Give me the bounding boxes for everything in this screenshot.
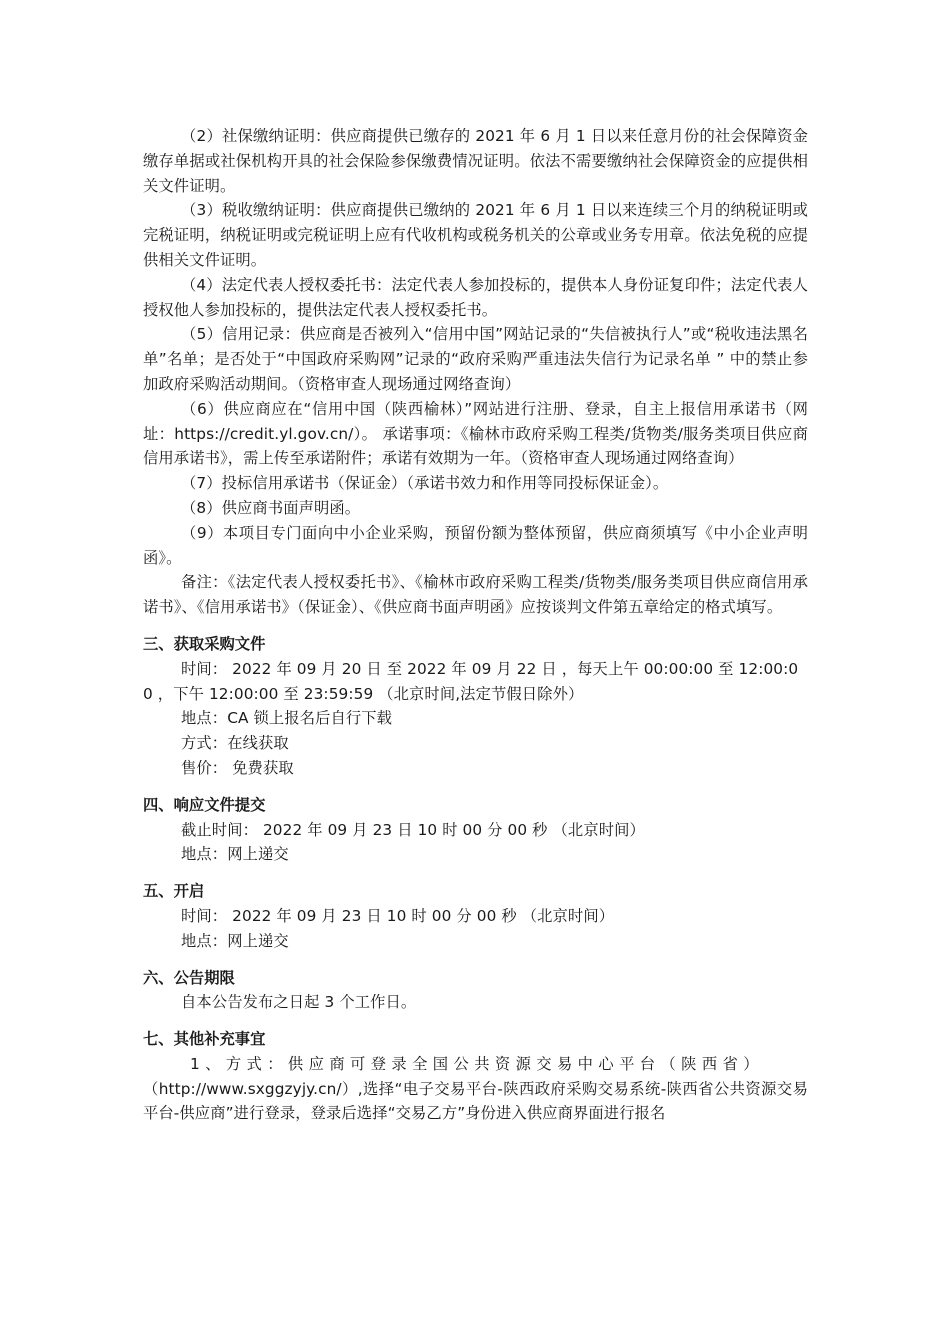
section-opening xyxy=(143,879,808,953)
section-obtain-documents xyxy=(143,632,808,781)
section-announcement-period xyxy=(143,966,808,1016)
section-response-submission xyxy=(143,793,808,867)
qualification-item-2: （2）社保缴纳证明：供应商提供已缴存的 2021 年 6 月 1 日以来任意月份的社会保障资金缴存单据或社保机构开具的社会保险参保缴费情况证明。依法不需要缴纳社会保障资金的应提供相关文件证明。 xyxy=(143,127,808,195)
opening-place: 地点：网上递交 xyxy=(181,931,289,950)
section-other-matters xyxy=(143,1027,808,1126)
obtain-method: 方式：在线获取 xyxy=(181,734,289,753)
obtain-place: 地点：CA 锁上报名后自行下载 xyxy=(181,709,393,728)
announcement-period-text: 自本公告发布之日起 3 个工作日。 xyxy=(181,993,417,1012)
qualification-item-8: （8）供应商书面声明函。 xyxy=(181,498,361,517)
qualification-list xyxy=(143,0,808,620)
opening-time: 时间： 2022 年 09 月 23 日 10 时 00 分 00 秒 （北京时间） xyxy=(181,906,615,925)
qualification-item-9: （9）本项目专门面向中小企业采购，预留份额为整体预留，供应商须填写《中小企业声明函》。 xyxy=(143,523,808,567)
qualification-item-3: （3）税收缴纳证明：供应商提供已缴纳的 2021 年 6 月 1 日以来连续三个月的纳税证明或完税证明，纳税证明或完税证明上应有代收机构或税务机关的公章或业务专用章。依法免税的应提供相关文件证明。 xyxy=(143,201,808,269)
obtain-time-line2: 0 ，下午 12:00:00 至 23:59:59 （北京时间,法定节假日除外） xyxy=(143,684,584,703)
other-matters-line2: （http://www.sxggzyjy.cn/）,选择“电子交易平台-陕西政府采购交易系统-陕西省公共资源交易平台-供应商”进行登录，登录后选择“交易乙方”身份进入供应商界面进行报名 xyxy=(143,1079,808,1123)
submission-deadline: 截止时间： 2022 年 09 月 23 日 10 时 00 分 00 秒 （北京时间） xyxy=(181,820,645,839)
qualification-note: 备注：《法定代表人授权委托书》、《榆林市政府采购工程类/货物类/服务类项目供应商信用承诺书》、《信用承诺书》（保证金）、《供应商书面声明函》应按谈判文件第五章给定的格式填写。 xyxy=(143,573,808,617)
section-heading: 三、获取采购文件 xyxy=(143,634,266,653)
section-heading: 五、开启 xyxy=(143,882,205,901)
obtain-time-line1: 时间： 2022 年 09 月 20 日 至 2022 年 09 月 22 日 ，每天上午 00:00:00 至 12:00:0 xyxy=(181,659,799,678)
submission-place: 地点：网上递交 xyxy=(181,845,289,864)
section-heading: 七、其他补充事宜 xyxy=(143,1030,266,1049)
qualification-item-7: （7）投标信用承诺书（保证金）（承诺书效力和作用等同投标保证金）。 xyxy=(181,474,669,493)
other-matters-line1: 1、方式：供应商可登录全国公共资源交易中心平台（陕西省） xyxy=(190,1054,764,1073)
qualification-item-5: （5）信用记录：供应商是否被列入“信用中国”网站记录的“失信被执行人”或“税收违法黑名单”名单；是否处于“中国政府采购网”记录的“政府采购严重违法失信行为记录名单 ” 中的禁止参加政府采购活动期间。（资格审查人现场通过网络查询） xyxy=(143,325,808,393)
section-heading: 六、公告期限 xyxy=(143,968,235,987)
qualification-item-6: （6）供应商应在“信用中国（陕西榆林）”网站进行注册、登录，自主上报信用承诺书（网址：https://credit.yl.gov.cn/）。 承诺事项：《榆林市政府采购工程类/货物类/服务类项目供应商信用承诺书》，需上传至承诺附件；承诺有效期为一年。（资格审查人现场通过网络查询） xyxy=(143,399,808,468)
section-heading: 四、响应文件提交 xyxy=(143,795,266,814)
obtain-price: 售价： 免费获取 xyxy=(181,758,294,777)
document-page xyxy=(143,0,808,1126)
qualification-item-4: （4）法定代表人授权委托书：法定代表人参加投标的，提供本人身份证复印件；法定代表人授权他人参加投标的，提供法定代表人授权委托书。 xyxy=(143,275,808,319)
